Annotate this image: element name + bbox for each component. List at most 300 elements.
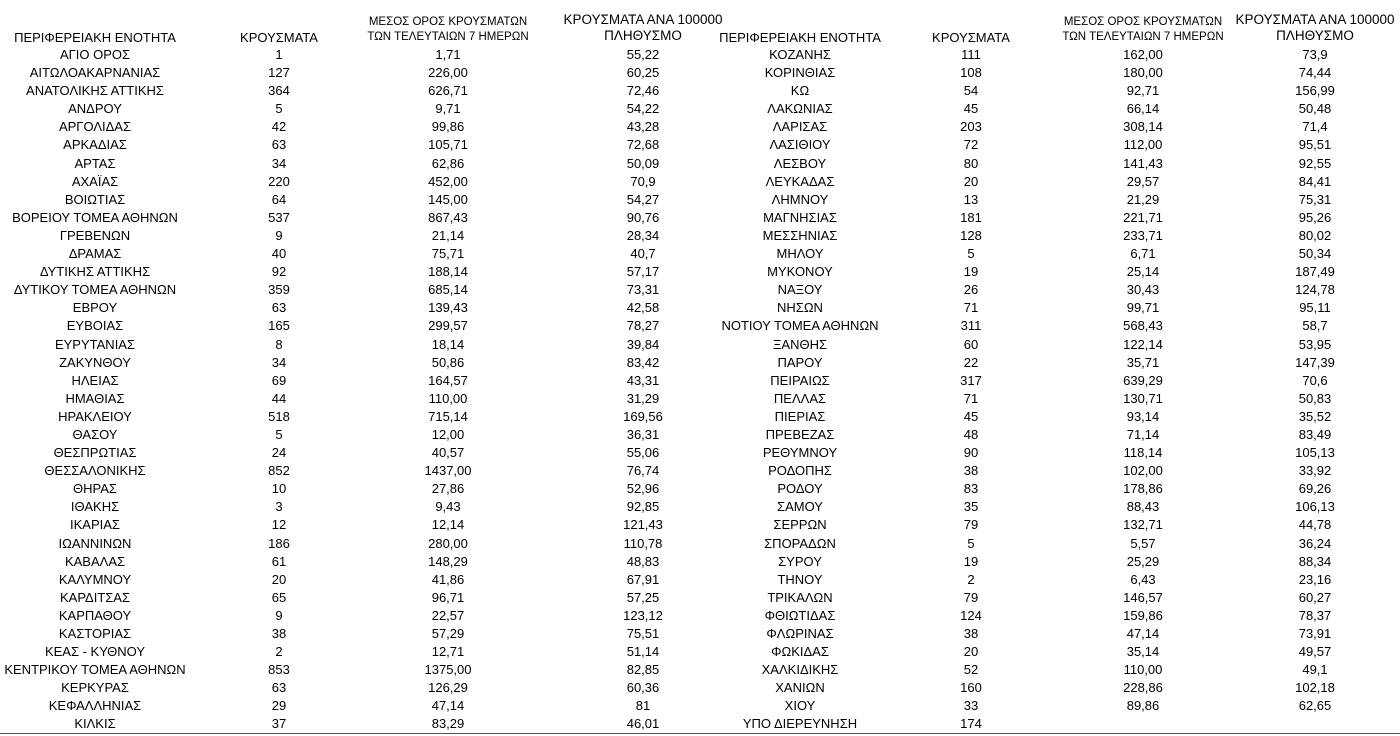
right-cell-cases: 13 (963, 191, 979, 207)
table-row (0, 390, 1400, 408)
left-cell-avg7: 18,14 (431, 336, 465, 352)
table-row (0, 100, 1400, 118)
left-cell-region: ΔΥΤΙΚΗΣ ΑΤΤΙΚΗΣ (39, 264, 151, 280)
right-cell-avg7: 25,14 (1126, 264, 1160, 280)
right-cell-cases: 71 (963, 390, 979, 406)
right-cell-per100k: 80,02 (1298, 227, 1332, 243)
left-cell-cases: 20 (271, 571, 287, 587)
right-cell-per100k: 92,55 (1298, 155, 1332, 171)
table-row (0, 589, 1400, 607)
left-cell-per100k: 52,96 (626, 481, 660, 497)
right-cell-avg7: 228,86 (1123, 680, 1163, 696)
right-cell-cases: 83 (963, 481, 979, 497)
right-cell-per100k: 73,91 (1298, 626, 1332, 641)
left-cell-avg7: 139,43 (428, 300, 468, 316)
table-row (0, 625, 1400, 643)
right-cell-per100k: 74,44 (1298, 65, 1332, 81)
right-cell-per100k: 95,11 (1299, 300, 1331, 316)
right-cell-cases: 20 (963, 644, 979, 660)
right-cell-cases: 174 (960, 716, 982, 732)
left-cell-per100k: 169,56 (623, 408, 663, 424)
left-cell-cases: 34 (271, 354, 287, 370)
left-cell-avg7: 188,14 (428, 264, 468, 280)
left-cell-per100k: 39,84 (626, 336, 660, 352)
right-cell-cases: 52 (963, 662, 979, 678)
left-cell-cases: 12 (271, 517, 287, 533)
table-row (0, 317, 1400, 335)
left-cell-cases: 40 (271, 246, 287, 262)
right-cell-region: ΜΥΚΟΝΟΥ (767, 264, 833, 280)
left-cell-cases: 9 (275, 227, 283, 243)
right-cell-cases: 38 (963, 626, 979, 641)
left-cell-cases: 38 (271, 626, 287, 641)
right-cell-region: ΠΕΙΡΑΙΩΣ (770, 372, 830, 388)
right-cell-region: ΤΗΝΟΥ (777, 571, 823, 587)
right-cell-per100k: 49,1 (1302, 662, 1328, 678)
left-cell-cases: 9 (275, 607, 283, 623)
left-cell-avg7: 126,29 (428, 680, 468, 696)
left-cell-per100k: 76,74 (626, 463, 660, 479)
right-cell-region: ΣΥΡΟΥ (778, 553, 822, 569)
left-cell-cases: 63 (271, 137, 287, 153)
left-cell-per100k: 40,7 (630, 246, 656, 262)
left-cell-region: ΑΧΑΪΑΣ (71, 173, 119, 189)
right-cell-avg7: 110,00 (1123, 662, 1163, 678)
right-cell-per100k: 70,6 (1302, 372, 1328, 388)
left-cell-cases: 127 (268, 65, 290, 81)
right-cell-avg7: 99,71 (1126, 300, 1160, 316)
right-cell-per100k: 147,39 (1295, 354, 1335, 370)
right-cell-region: ΠΕΛΛΑΣ (773, 390, 827, 406)
right-cell-avg7: 141,43 (1123, 155, 1163, 171)
left-cell-cases: 10 (271, 481, 287, 497)
right-cell-cases: 48 (963, 426, 979, 442)
right-cell-region: ΞΑΝΘΗΣ (772, 336, 828, 352)
left-cell-per100k: 51,14 (626, 644, 660, 660)
left-cell-region: ΘΕΣΣΑΛΟΝΙΚΗΣ (44, 463, 146, 479)
left-cell-avg7: 27,86 (431, 481, 465, 497)
right-cell-cases: 5 (967, 246, 975, 262)
right-cell-cases: 90 (963, 445, 979, 461)
table-row (0, 209, 1400, 227)
left-cell-avg7: 62,86 (431, 155, 465, 171)
header-per100k-right-line2: ΠΛΗΘΥΣΜΟ (1276, 28, 1354, 43)
right-cell-avg7: 30,43 (1126, 282, 1160, 298)
right-cell-region: ΛΑΣΙΘΙΟΥ (769, 137, 831, 153)
table-row (0, 679, 1400, 697)
left-cell-cases: 92 (271, 264, 287, 280)
right-cell-cases: 71 (963, 300, 979, 316)
header-avg7-right-line2: ΤΩΝ ΤΕΛΕΥΤΑΙΩΝ 7 ΗΜΕΡΩΝ (1062, 31, 1224, 43)
left-cell-region: ΚΑΣΤΟΡΙΑΣ (58, 626, 132, 641)
right-cell-region: ΛΑΡΙΣΑΣ (772, 119, 828, 135)
left-cell-cases: 518 (268, 408, 290, 424)
table-row (0, 299, 1400, 317)
left-cell-per100k: 123,12 (623, 607, 663, 623)
table-row (0, 191, 1400, 209)
left-cell-cases: 359 (268, 282, 290, 298)
left-cell-cases: 34 (271, 155, 287, 171)
table-row (0, 46, 1400, 64)
left-cell-avg7: 867,43 (428, 209, 468, 225)
left-cell-avg7: 685,14 (428, 282, 468, 298)
table-row (0, 426, 1400, 444)
left-cell-avg7: 47,14 (431, 698, 465, 714)
right-cell-region: ΝΟΤΙΟΥ ΤΟΜΕΑ ΑΘΗΝΩΝ (721, 318, 879, 334)
left-cell-per100k: 54,22 (626, 101, 660, 117)
left-cell-per100k: 82,85 (626, 662, 660, 678)
left-cell-per100k: 72,46 (626, 83, 660, 99)
right-cell-per100k: 83,49 (1298, 426, 1332, 442)
right-cell-cases: 128 (960, 227, 982, 243)
left-cell-region: ΒΟΙΩΤΙΑΣ (64, 191, 126, 207)
right-cell-per100k: 75,31 (1298, 191, 1332, 207)
right-cell-per100k: 50,48 (1298, 101, 1332, 117)
left-cell-cases: 61 (271, 553, 287, 569)
right-cell-per100k: 33,92 (1298, 463, 1332, 479)
left-cell-avg7: 1375,00 (424, 662, 472, 678)
table-row (0, 82, 1400, 100)
left-cell-region: ΕΥΡΥΤΑΝΙΑΣ (54, 336, 136, 352)
right-cell-cases: 311 (960, 318, 982, 334)
left-cell-cases: 853 (268, 662, 290, 678)
right-cell-cases: 35 (963, 499, 979, 515)
left-cell-avg7: 452,00 (428, 173, 468, 189)
right-cell-region: ΠΙΕΡΙΑΣ (774, 408, 826, 424)
right-cell-cases: 111 (961, 47, 981, 62)
right-cell-avg7: 233,71 (1123, 227, 1163, 243)
left-cell-per100k: 70,9 (630, 173, 656, 189)
right-cell-cases: 22 (963, 354, 979, 370)
left-cell-cases: 64 (271, 191, 287, 207)
header-cases-right: ΚΡΟΥΣΜΑΤΑ (932, 30, 1010, 45)
left-cell-region: ΑΝΑΤΟΛΙΚΗΣ ΑΤΤΙΚΗΣ (26, 83, 164, 99)
left-cell-per100k: 110,78 (623, 535, 663, 551)
left-cell-avg7: 57,29 (431, 626, 465, 641)
right-cell-avg7: 146,57 (1123, 589, 1163, 605)
right-cell-cases: 203 (960, 119, 982, 135)
left-cell-avg7: 626,71 (428, 83, 468, 99)
right-cell-region: ΛΗΜΝΟΥ (771, 191, 829, 207)
left-cell-region: ΓΡΕΒΕΝΩΝ (59, 227, 131, 243)
left-cell-per100k: 42,58 (626, 300, 660, 316)
right-cell-avg7: 178,86 (1123, 481, 1163, 497)
right-cell-per100k: 53,95 (1298, 336, 1332, 352)
left-cell-cases: 37 (271, 716, 287, 732)
left-cell-per100k: 83,42 (626, 354, 660, 370)
right-cell-region: ΡΕΘΥΜΝΟΥ (762, 445, 838, 461)
right-cell-per100k: 84,41 (1298, 173, 1332, 189)
table-body (0, 46, 1400, 734)
left-cell-per100k: 57,25 (626, 589, 660, 605)
right-cell-avg7: 122,14 (1123, 336, 1163, 352)
left-cell-avg7: 299,57 (428, 318, 468, 334)
right-cell-per100k: 95,26 (1298, 209, 1332, 225)
right-cell-cases: 45 (963, 101, 979, 117)
table-row (0, 480, 1400, 498)
left-cell-region: ΑΙΤΩΛΟΑΚΑΡΝΑΝΙΑΣ (29, 65, 161, 81)
left-cell-region: ΙΩΑΝΝΙΝΩΝ (58, 535, 132, 551)
left-cell-per100k: 92,85 (626, 499, 660, 515)
right-cell-avg7: 71,14 (1126, 426, 1160, 442)
right-cell-region: ΣΑΜΟΥ (777, 499, 823, 515)
right-cell-region: ΛΑΚΩΝΙΑΣ (767, 101, 833, 117)
table-row (0, 553, 1400, 571)
right-cell-avg7: 47,14 (1126, 626, 1160, 641)
left-cell-avg7: 12,71 (431, 644, 465, 660)
right-cell-cases: 26 (963, 282, 979, 298)
right-cell-cases: 108 (960, 65, 982, 81)
table-bottom-border (0, 733, 1400, 734)
left-cell-avg7: 145,00 (428, 191, 468, 207)
right-cell-per100k: 187,49 (1295, 264, 1335, 280)
table-row (0, 336, 1400, 354)
header-per100k-left-line2: ΠΛΗΘΥΣΜΟ (604, 28, 682, 43)
left-cell-region: ΑΓΙΟ ΟΡΟΣ (59, 47, 131, 62)
left-cell-per100k: 28,34 (626, 227, 660, 243)
right-cell-per100k: 105,13 (1295, 445, 1335, 461)
right-cell-per100k: 58,7 (1302, 318, 1328, 334)
right-cell-cases: 160 (960, 680, 982, 696)
table-row (0, 155, 1400, 173)
right-cell-region: ΦΛΩΡΙΝΑΣ (766, 626, 834, 641)
left-cell-region: ΚΑΛΥΜΝΟΥ (58, 571, 132, 587)
right-cell-per100k: 44,78 (1298, 517, 1332, 533)
right-cell-region: ΚΟΖΑΝΗΣ (769, 47, 831, 62)
table-header (0, 0, 1400, 46)
left-cell-region: ΘΑΣΟΥ (72, 426, 118, 442)
left-cell-cases: 1 (275, 47, 283, 62)
right-cell-region: ΜΑΓΝΗΣΙΑΣ (763, 209, 837, 225)
table-row (0, 372, 1400, 390)
left-cell-cases: 44 (271, 390, 287, 406)
left-cell-region: ΚΑΡΔΙΤΣΑΣ (59, 589, 131, 605)
left-cell-avg7: 164,57 (428, 372, 468, 388)
left-cell-per100k: 60,25 (626, 65, 660, 81)
left-cell-per100k: 57,17 (626, 264, 660, 280)
left-cell-per100k: 31,29 (626, 390, 660, 406)
left-cell-per100k: 75,51 (626, 626, 660, 641)
left-cell-cases: 24 (271, 445, 287, 461)
table-row (0, 715, 1400, 733)
right-cell-avg7: 25,29 (1126, 553, 1160, 569)
right-cell-avg7: 89,86 (1126, 698, 1160, 714)
right-cell-cases: 124 (960, 607, 982, 623)
right-cell-per100k (1255, 715, 1375, 733)
right-cell-avg7: 130,71 (1123, 390, 1163, 406)
right-cell-avg7: 308,14 (1123, 119, 1163, 135)
left-cell-region: ΗΡΑΚΛΕΙΟΥ (58, 408, 132, 424)
right-cell-avg7: 93,14 (1126, 408, 1160, 424)
left-cell-region: ΗΜΑΘΙΑΣ (65, 390, 125, 406)
left-cell-region: ΚΙΛΚΙΣ (74, 716, 116, 732)
right-cell-avg7: 92,71 (1126, 83, 1160, 99)
right-cell-avg7: 180,00 (1123, 65, 1163, 81)
table-row (0, 607, 1400, 625)
left-cell-cases: 5 (275, 101, 283, 117)
left-cell-region: ΒΟΡΕΙΟΥ ΤΟΜΕΑ ΑΘΗΝΩΝ (12, 209, 178, 225)
table-row (0, 118, 1400, 136)
left-cell-region: ΚΕΡΚΥΡΑΣ (61, 680, 129, 696)
header-avg7-right-line1: ΜΕΣΟΣ ΟΡΟΣ ΚΡΟΥΣΜΑΤΩΝ (1063, 16, 1223, 28)
right-cell-avg7: 35,14 (1126, 644, 1160, 660)
left-cell-avg7: 96,71 (431, 589, 465, 605)
left-cell-per100k: 54,27 (626, 191, 660, 207)
right-cell-cases: 54 (963, 83, 979, 99)
left-cell-avg7: 12,14 (431, 517, 465, 533)
table-row (0, 516, 1400, 534)
right-cell-avg7: 21,29 (1126, 191, 1160, 207)
right-cell-avg7: 6,43 (1130, 571, 1156, 587)
left-cell-avg7: 9,43 (435, 499, 461, 515)
right-cell-per100k: 35,52 (1298, 408, 1332, 424)
header-region-right: ΠΕΡΙΦΕΡΕΙΑΚΗ ΕΝΟΤΗΤΑ (719, 30, 881, 45)
table-row (0, 571, 1400, 589)
right-cell-region: ΣΠΟΡΑΔΩΝ (764, 535, 836, 551)
right-cell-per100k: 102,18 (1295, 680, 1335, 696)
left-cell-region: ΚΑΡΠΑΘΟΥ (58, 607, 132, 623)
left-cell-region: ΚΑΒΑΛΑΣ (64, 553, 126, 569)
header-region-left: ΠΕΡΙΦΕΡΕΙΑΚΗ ΕΝΟΤΗΤΑ (14, 30, 176, 45)
left-cell-per100k: 67,91 (626, 571, 660, 587)
left-cell-avg7: 110,00 (428, 390, 468, 406)
left-cell-avg7: 83,29 (431, 716, 465, 732)
right-cell-avg7: 88,43 (1126, 499, 1160, 515)
left-cell-cases: 5 (275, 426, 283, 442)
left-cell-region: ΗΛΕΙΑΣ (71, 372, 119, 388)
table-row (0, 462, 1400, 480)
left-cell-cases: 65 (271, 589, 287, 605)
right-cell-region: ΠΡΕΒΕΖΑΣ (765, 426, 835, 442)
left-cell-per100k: 43,31 (626, 372, 660, 388)
left-cell-per100k: 78,27 (626, 318, 660, 334)
left-cell-avg7: 50,86 (431, 354, 465, 370)
right-cell-avg7: 29,57 (1126, 173, 1160, 189)
left-cell-cases: 186 (268, 535, 290, 551)
right-cell-region: ΣΕΡΡΩΝ (773, 517, 827, 533)
right-cell-region: ΤΡΙΚΑΛΩΝ (767, 589, 833, 605)
right-cell-avg7: 6,71 (1130, 246, 1156, 262)
left-cell-avg7: 41,86 (431, 571, 465, 587)
left-cell-avg7: 9,71 (435, 101, 461, 117)
right-cell-cases: 317 (960, 372, 982, 388)
left-cell-avg7: 1437,00 (424, 463, 472, 479)
right-cell-per100k: 95,51 (1298, 137, 1332, 153)
right-cell-cases: 45 (963, 408, 979, 424)
right-cell-cases: 38 (963, 463, 979, 479)
left-cell-per100k: 60,36 (626, 680, 660, 696)
right-cell-avg7: 162,00 (1123, 47, 1163, 62)
table-row (0, 227, 1400, 245)
right-cell-avg7: 568,43 (1123, 318, 1163, 334)
left-cell-avg7: 148,29 (428, 553, 468, 569)
right-cell-avg7: 132,71 (1123, 517, 1163, 533)
left-cell-per100k: 36,31 (626, 426, 660, 442)
left-cell-region: ΚΕΦΑΛΛΗΝΙΑΣ (48, 698, 142, 714)
right-cell-cases: 80 (963, 155, 979, 171)
right-cell-region: ΚΩ (790, 83, 810, 99)
left-cell-cases: 8 (275, 336, 283, 352)
table-row (0, 498, 1400, 516)
left-cell-region: ΑΡΤΑΣ (74, 155, 116, 171)
left-cell-region: ΕΒΡΟΥ (72, 300, 118, 316)
left-cell-avg7: 1,71 (435, 47, 461, 62)
right-cell-cases: 72 (963, 137, 979, 153)
left-cell-per100k: 43,28 (626, 119, 660, 135)
right-cell-region: ΝΗΣΩΝ (777, 300, 823, 316)
left-cell-region: ΑΡΓΟΛΙΔΑΣ (58, 119, 132, 135)
left-cell-avg7: 12,00 (431, 426, 465, 442)
table-row (0, 444, 1400, 462)
right-cell-avg7: 159,86 (1123, 607, 1163, 623)
right-cell-avg7: 66,14 (1126, 101, 1160, 117)
left-cell-cases: 3 (275, 499, 283, 515)
header-avg7-left-line2: ΤΩΝ ΤΕΛΕΥΤΑΙΩΝ 7 ΗΜΕΡΩΝ (367, 31, 529, 43)
right-cell-region: ΛΕΥΚΑΔΑΣ (765, 173, 835, 189)
left-cell-per100k: 72,68 (626, 137, 660, 153)
left-cell-avg7: 99,86 (431, 119, 465, 135)
right-cell-region: ΜΕΣΣΗΝΙΑΣ (762, 227, 838, 243)
table-row (0, 136, 1400, 154)
left-cell-cases: 63 (271, 300, 287, 316)
left-cell-avg7: 715,14 (428, 408, 468, 424)
left-cell-region: ΔΥΤΙΚΟΥ ΤΟΜΕΑ ΑΘΗΝΩΝ (13, 282, 177, 298)
right-cell-cases: 2 (967, 571, 975, 587)
table-row (0, 64, 1400, 82)
left-cell-region: ΔΡΑΜΑΣ (68, 246, 122, 262)
left-cell-region: ΙΚΑΡΙΑΣ (70, 517, 120, 533)
right-cell-per100k: 124,78 (1295, 282, 1335, 298)
left-cell-per100k: 55,22 (626, 47, 660, 62)
left-cell-region: ΑΡΚΑΔΙΑΣ (63, 137, 127, 153)
header-cases-left: ΚΡΟΥΣΜΑΤΑ (240, 30, 318, 45)
right-cell-region: ΧΑΛΚΙΔΙΚΗΣ (761, 662, 839, 678)
right-cell-per100k: 62,65 (1298, 698, 1332, 714)
left-cell-per100k: 121,43 (623, 517, 663, 533)
right-cell-region: ΡΟΔΟΠΗΣ (768, 463, 832, 479)
right-cell-cases: 19 (963, 264, 979, 280)
left-cell-region: ΘΕΣΠΡΩΤΙΑΣ (53, 445, 137, 461)
left-cell-per100k: 48,83 (626, 553, 660, 569)
right-cell-avg7: 639,29 (1123, 372, 1163, 388)
right-cell-per100k: 50,34 (1298, 246, 1332, 262)
left-cell-avg7: 22,57 (431, 607, 465, 623)
table-row (0, 354, 1400, 372)
right-cell-per100k: 156,99 (1295, 83, 1335, 99)
right-cell-region: ΜΗΛΟΥ (776, 246, 824, 262)
right-cell-region: ΦΘΙΩΤΙΔΑΣ (764, 607, 836, 623)
left-cell-per100k: 46,01 (626, 716, 660, 732)
right-cell-per100k: 36,24 (1298, 535, 1332, 551)
left-cell-region: ΙΘΑΚΗΣ (70, 499, 120, 515)
right-cell-cases: 5 (967, 535, 975, 551)
table-row (0, 263, 1400, 281)
right-cell-cases: 20 (963, 173, 979, 189)
right-cell-per100k: 23,16 (1298, 571, 1332, 587)
left-cell-cases: 42 (271, 119, 287, 135)
left-cell-per100k: 55,06 (626, 445, 660, 461)
left-cell-per100k: 81 (635, 698, 651, 714)
right-cell-per100k: 78,37 (1298, 607, 1332, 623)
table-row (0, 173, 1400, 191)
table-row (0, 535, 1400, 553)
table-row (0, 643, 1400, 661)
right-cell-region: ΚΟΡΙΝΘΙΑΣ (764, 65, 836, 81)
left-cell-avg7: 105,71 (428, 137, 468, 153)
header-per100k-left-line1: ΚΡΟΥΣΜΑΤΑ ΑΝΑ 100000 (563, 12, 723, 27)
left-cell-cases: 364 (268, 83, 290, 99)
right-cell-avg7: 35,71 (1126, 354, 1160, 370)
